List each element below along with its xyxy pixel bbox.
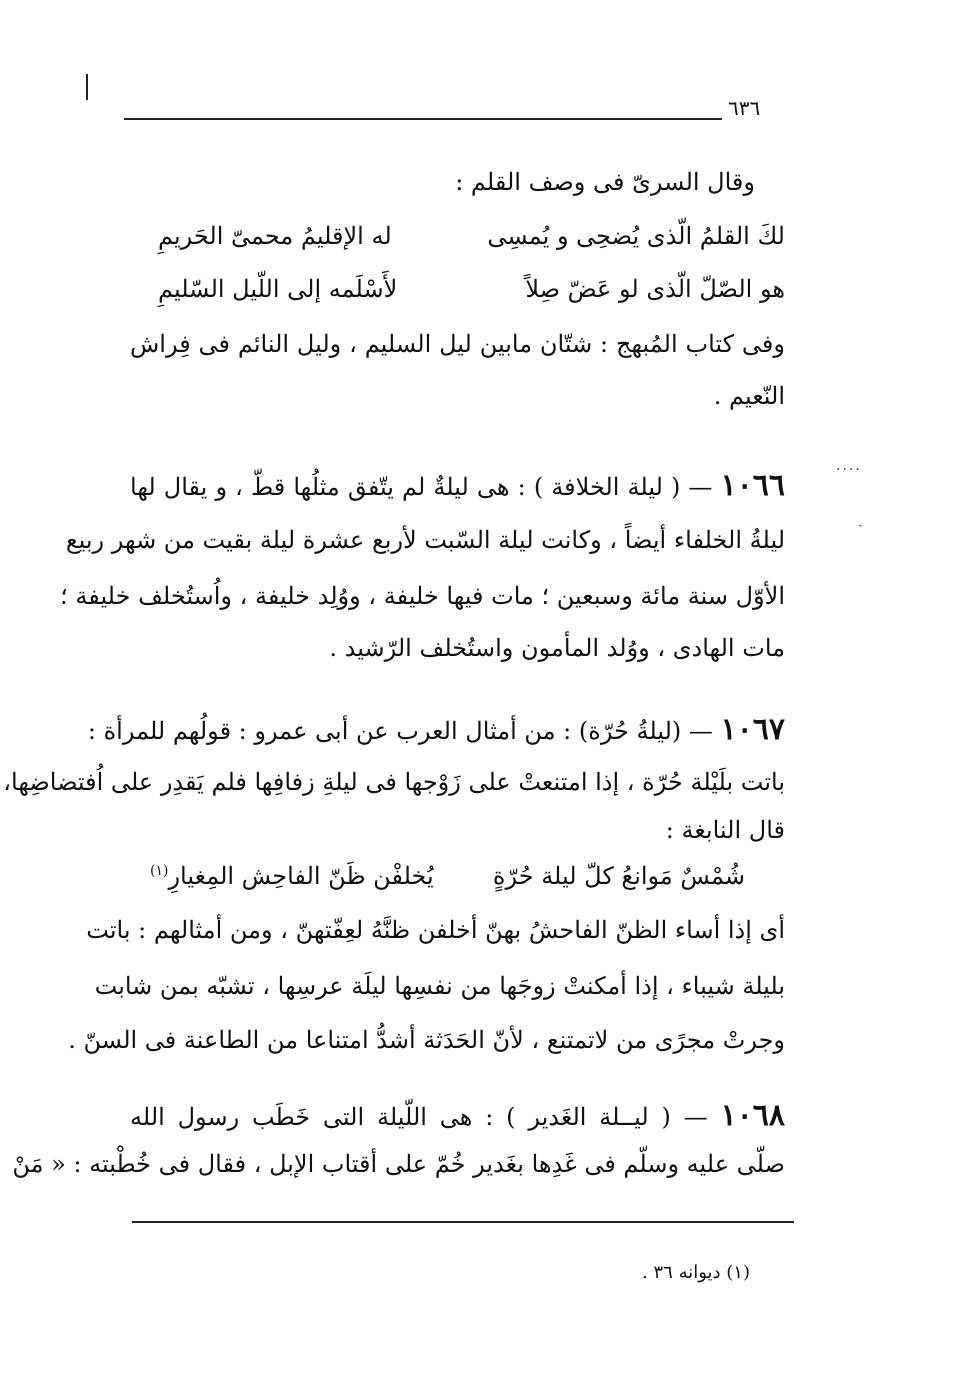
footnote-reference: (١) bbox=[150, 863, 169, 879]
page-number: ٦٣٦ bbox=[728, 96, 761, 120]
footnote: (١) ديوانه ٣٦ . bbox=[642, 1262, 750, 1283]
nabigha-verse bbox=[130, 862, 785, 898]
verse-hemistich-left: لأَسْلَمه إلى اللّيل السّليمِ bbox=[158, 275, 398, 303]
entry-first-line bbox=[87, 712, 785, 747]
text-line: صلّى عليه وسلّم فى غَدِها بغَدير خُمّ على أقتاب الإبل ، فقال فى خُطْبته : « مَنْ bbox=[12, 1150, 785, 1178]
verse-hemistich-right: هو الصّلّ الّذى لو عَضّ صِلاً bbox=[525, 275, 785, 303]
text-line: ليلةُ الخلفاء أيضاً ، وكانت ليلة السّبت لأربع عشرة ليلة بقيت من شهر ربيع bbox=[65, 526, 785, 554]
verse-hemistich-right: لكَ القلمُ الّذى يُضحِى و يُمسِى bbox=[487, 222, 785, 250]
footnote-rule bbox=[132, 1221, 794, 1223]
text-line: باتت بلَيْلة حُرّة ، إذا امتنعتْ على زَوْجها فى ليلةِ زفافِها فلم يَقدِر على اُفتضاضِها، bbox=[3, 768, 785, 796]
text-line: بليلة شيباء ، إذا أمكنتْ زوجَها من نفسِها ليلَة عرسِها ، تشبّه بمن شابت bbox=[94, 972, 785, 1000]
entry-number: ١٠٦٦ bbox=[720, 468, 785, 503]
margin-mark bbox=[86, 74, 88, 100]
text-line: الأوّل سنة مائة وسبعين ؛ مات فيها خليفة ، ووُلِد خليفة ، واُستُخلف خليفة ؛ bbox=[60, 582, 785, 610]
text-line: وجرتْ مجرًى من لاتمتنع ، لأنّ الحَدَثة أشدُّ امتناعا من الطاعنة فى السنّ . bbox=[68, 1026, 785, 1054]
entry-number: ١٠٦٨ bbox=[720, 1098, 785, 1133]
text-line: وفى كتاب المُبهج : شتّان مابين ليل السليم ، وليل النائم فى فِراش bbox=[130, 330, 785, 358]
verse-hemistich-left bbox=[150, 862, 434, 890]
verse-hemistich-right: شُمْسٌ مَوانعُ كلّ ليلة حُرّةٍ bbox=[492, 862, 745, 890]
text-line: قال النابغة : bbox=[665, 816, 785, 844]
verse-left-text: يُخلفْن ظَنّ الفاحِش المِغيارِ bbox=[168, 862, 434, 890]
entry-number: ١٠٦٧ bbox=[720, 712, 785, 747]
intro-verse-2 bbox=[130, 275, 785, 311]
entry-heading-text: — ( ليلة الخلافة ) : هى ليلةٌ لم يتّفق مثلُها قطّ ، و يقال لها bbox=[130, 473, 713, 501]
header-rule bbox=[124, 118, 722, 120]
intro-verse-1 bbox=[130, 222, 785, 258]
margin-tick: ˏ bbox=[858, 512, 863, 528]
text-line: النّعيم . bbox=[713, 382, 785, 410]
entry-first-line bbox=[130, 1098, 785, 1133]
text-line: مات الهادى ، ووُلد المأمون واستُخلف الرّشيد . bbox=[329, 634, 785, 662]
entry-heading-text: — (ليلةُ حُرّة) : من أمثال العرب عن أبى عمرو : قولُهم للمرأة : bbox=[87, 717, 713, 745]
entry-first-line bbox=[130, 468, 785, 503]
margin-dots: .... bbox=[836, 458, 862, 474]
intro-lead: وقال السرىّ فى وصف القلم : bbox=[455, 168, 755, 196]
verse-hemistich-left: له الإقليمُ محمىّ الحَريمِ bbox=[158, 222, 392, 250]
text-line: أى إذا أساء الظنّ الفاحشُ بهنّ أخلفن ظنَّهُ لعِفّتهنّ ، ومن أمثالهم : باتت bbox=[86, 916, 785, 944]
entry-heading-text: — ( ليــلة الغَدير ) : هى اللّيلة التى خَطَب رسول الله bbox=[130, 1103, 708, 1131]
